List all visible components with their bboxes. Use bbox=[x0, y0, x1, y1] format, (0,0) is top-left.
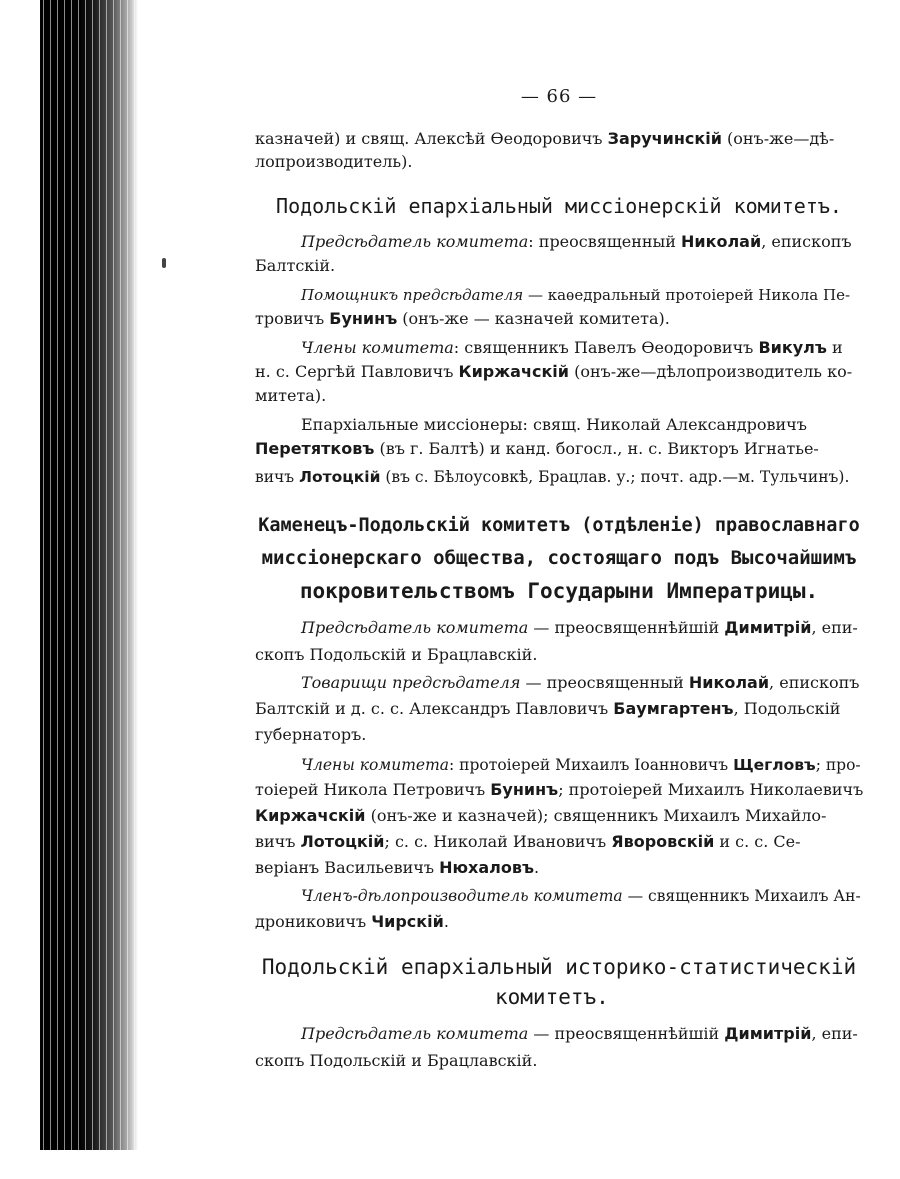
text: : протоіерей Михаилъ Іоанновичъ bbox=[449, 756, 734, 774]
paragraph-line bbox=[255, 699, 840, 719]
text: — священникъ Михаилъ Ан- bbox=[622, 887, 861, 905]
paragraph-line bbox=[255, 858, 539, 878]
text: ; с. с. Николай Ивановичъ bbox=[384, 832, 612, 851]
text: ; про- bbox=[815, 756, 861, 774]
person-name: Киржачскій bbox=[255, 806, 366, 825]
role-label: Помощникъ предсѣдателя bbox=[301, 286, 524, 304]
person-name: Николай bbox=[681, 232, 762, 251]
role-label: Предсѣдатель комитета bbox=[301, 618, 529, 637]
text: веріанъ Васильевичъ bbox=[255, 858, 440, 877]
text: (въ г. Балтѣ) и канд. богосл., н. с. Викторъ Игнатье- bbox=[374, 439, 819, 458]
paragraph-line bbox=[255, 618, 858, 638]
text: вичъ bbox=[255, 468, 300, 486]
role-label: Товарищи предсѣдателя bbox=[301, 673, 521, 692]
text: (онъ-же—дѣ- bbox=[721, 129, 835, 148]
person-name: Бунинъ bbox=[329, 309, 398, 328]
person-name: Баумгартенъ bbox=[613, 699, 734, 718]
paragraph-line bbox=[255, 755, 861, 775]
paragraph-line bbox=[255, 232, 852, 252]
person-name: Лотоцкій bbox=[299, 468, 381, 486]
text: и с. с. Се- bbox=[714, 832, 801, 851]
paragraph-line: митета). bbox=[255, 386, 327, 405]
text: н. с. Сергѣй Павловичъ bbox=[255, 362, 459, 381]
text: (онъ-же—дѣлопроизводитель ко- bbox=[569, 362, 853, 381]
book-spine-edge bbox=[40, 0, 138, 1150]
paragraph-line bbox=[255, 886, 861, 906]
text: , епископъ bbox=[769, 673, 860, 692]
paragraph-line bbox=[255, 338, 843, 358]
text: тоіерей Никола Петровичъ bbox=[255, 780, 491, 799]
text: и bbox=[826, 338, 843, 357]
text: — преосвященный bbox=[520, 673, 689, 692]
paragraph-line bbox=[255, 806, 826, 826]
role-label: Членъ-дѣлопроизводитель комитета bbox=[301, 887, 623, 905]
role-label: Члены комитета bbox=[301, 756, 450, 774]
paragraph-line bbox=[255, 362, 852, 382]
paragraph-line: лопроизводитель). bbox=[255, 152, 413, 171]
text: , Подольскій bbox=[733, 699, 841, 718]
person-name: Перетятковъ bbox=[255, 439, 375, 458]
text: — преосвященнѣйшій bbox=[528, 618, 725, 637]
text: казначей) и свящ. Алексѣй Ѳеодоровичъ bbox=[255, 129, 608, 148]
section-heading-line: Подольскій епархіальный историко-статистическій bbox=[261, 955, 857, 979]
role-label: Предсѣдатель комитета bbox=[301, 1024, 529, 1043]
person-name: Яворовскій bbox=[611, 832, 715, 851]
paragraph-line bbox=[255, 309, 670, 329]
text: Балтскій и д. с. с. Александръ Павловичъ bbox=[255, 699, 614, 718]
text: (онъ-же и казначей); священникъ Михаилъ Михайло- bbox=[365, 806, 827, 825]
person-name: Щегловъ bbox=[733, 756, 816, 774]
role-label: Предсѣдатель комитета bbox=[301, 232, 529, 251]
text: (въ с. Бѣлоусовкѣ, Брацлав. у.; почт. адр.—м. Тульчинъ). bbox=[380, 468, 850, 486]
paragraph-line: скопъ Подольскій и Брацлавскій. bbox=[255, 645, 538, 664]
paragraph-line bbox=[255, 439, 819, 459]
person-name: Димитрій bbox=[724, 1024, 812, 1043]
paragraph-line: скопъ Подольскій и Брацлавскій. bbox=[255, 1051, 538, 1070]
person-name: Нюхаловъ bbox=[439, 858, 535, 877]
paragraph-line bbox=[255, 673, 859, 693]
paragraph-line bbox=[255, 467, 849, 487]
paragraph-line bbox=[255, 832, 801, 852]
text: : священникъ Павелъ Ѳеодоровичъ bbox=[453, 338, 759, 357]
person-name: Димитрій bbox=[724, 618, 812, 637]
text: : преосвященный bbox=[528, 232, 681, 251]
page-number: — 66 — bbox=[520, 86, 598, 107]
paragraph-line: Балтскій. bbox=[255, 256, 336, 275]
text: . bbox=[443, 912, 449, 931]
person-name: Бунинъ bbox=[490, 780, 559, 799]
paragraph-line bbox=[255, 780, 863, 800]
person-name: Викулъ bbox=[758, 338, 827, 357]
section-heading-line: покровительствомъ Государыни Императрицы. bbox=[299, 579, 819, 603]
paragraph-line bbox=[255, 129, 834, 149]
paragraph-line bbox=[255, 285, 850, 305]
text: вичъ bbox=[255, 832, 301, 851]
text: — преосвященнѣйшій bbox=[528, 1024, 725, 1043]
text: — каѳедральный протоіерей Никола Пе- bbox=[523, 286, 851, 304]
section-heading-line: Каменецъ-Подольскій комитетъ (отдѣленіе) православнаго bbox=[258, 515, 860, 536]
person-name: Лотоцкій bbox=[300, 832, 385, 851]
paragraph-line bbox=[255, 912, 449, 932]
person-name: Киржачскій bbox=[458, 362, 569, 381]
role-label: Члены комитета bbox=[301, 338, 454, 357]
section-heading-line: миссіонерскаго общества, состоящаго подъ Высочайшимъ bbox=[261, 547, 857, 569]
text: тровичъ bbox=[255, 309, 330, 328]
text: , епи- bbox=[811, 618, 858, 637]
text: ; протоіерей Михаилъ Николаевичъ bbox=[558, 780, 864, 799]
text: . bbox=[534, 858, 540, 877]
paragraph-line: Епархіальные миссіонеры: свящ. Николай Александровичъ bbox=[301, 415, 807, 434]
person-name: Николай bbox=[688, 673, 770, 692]
text: (онъ-же — казначей комитета). bbox=[397, 309, 670, 328]
section-heading-line: комитетъ. bbox=[495, 985, 609, 1009]
paragraph-line: губернаторъ. bbox=[255, 725, 367, 744]
person-name: Чирскій bbox=[371, 912, 444, 931]
text: , епи- bbox=[811, 1024, 858, 1043]
text: дрониковичъ bbox=[255, 912, 372, 931]
margin-speck bbox=[162, 258, 166, 268]
person-name: Заручинскій bbox=[607, 129, 722, 148]
text: , епископъ bbox=[761, 232, 852, 251]
paragraph-line bbox=[255, 1024, 858, 1044]
section-heading: Подольскій епархіальный миссіонерскій комитетъ. bbox=[276, 194, 842, 218]
